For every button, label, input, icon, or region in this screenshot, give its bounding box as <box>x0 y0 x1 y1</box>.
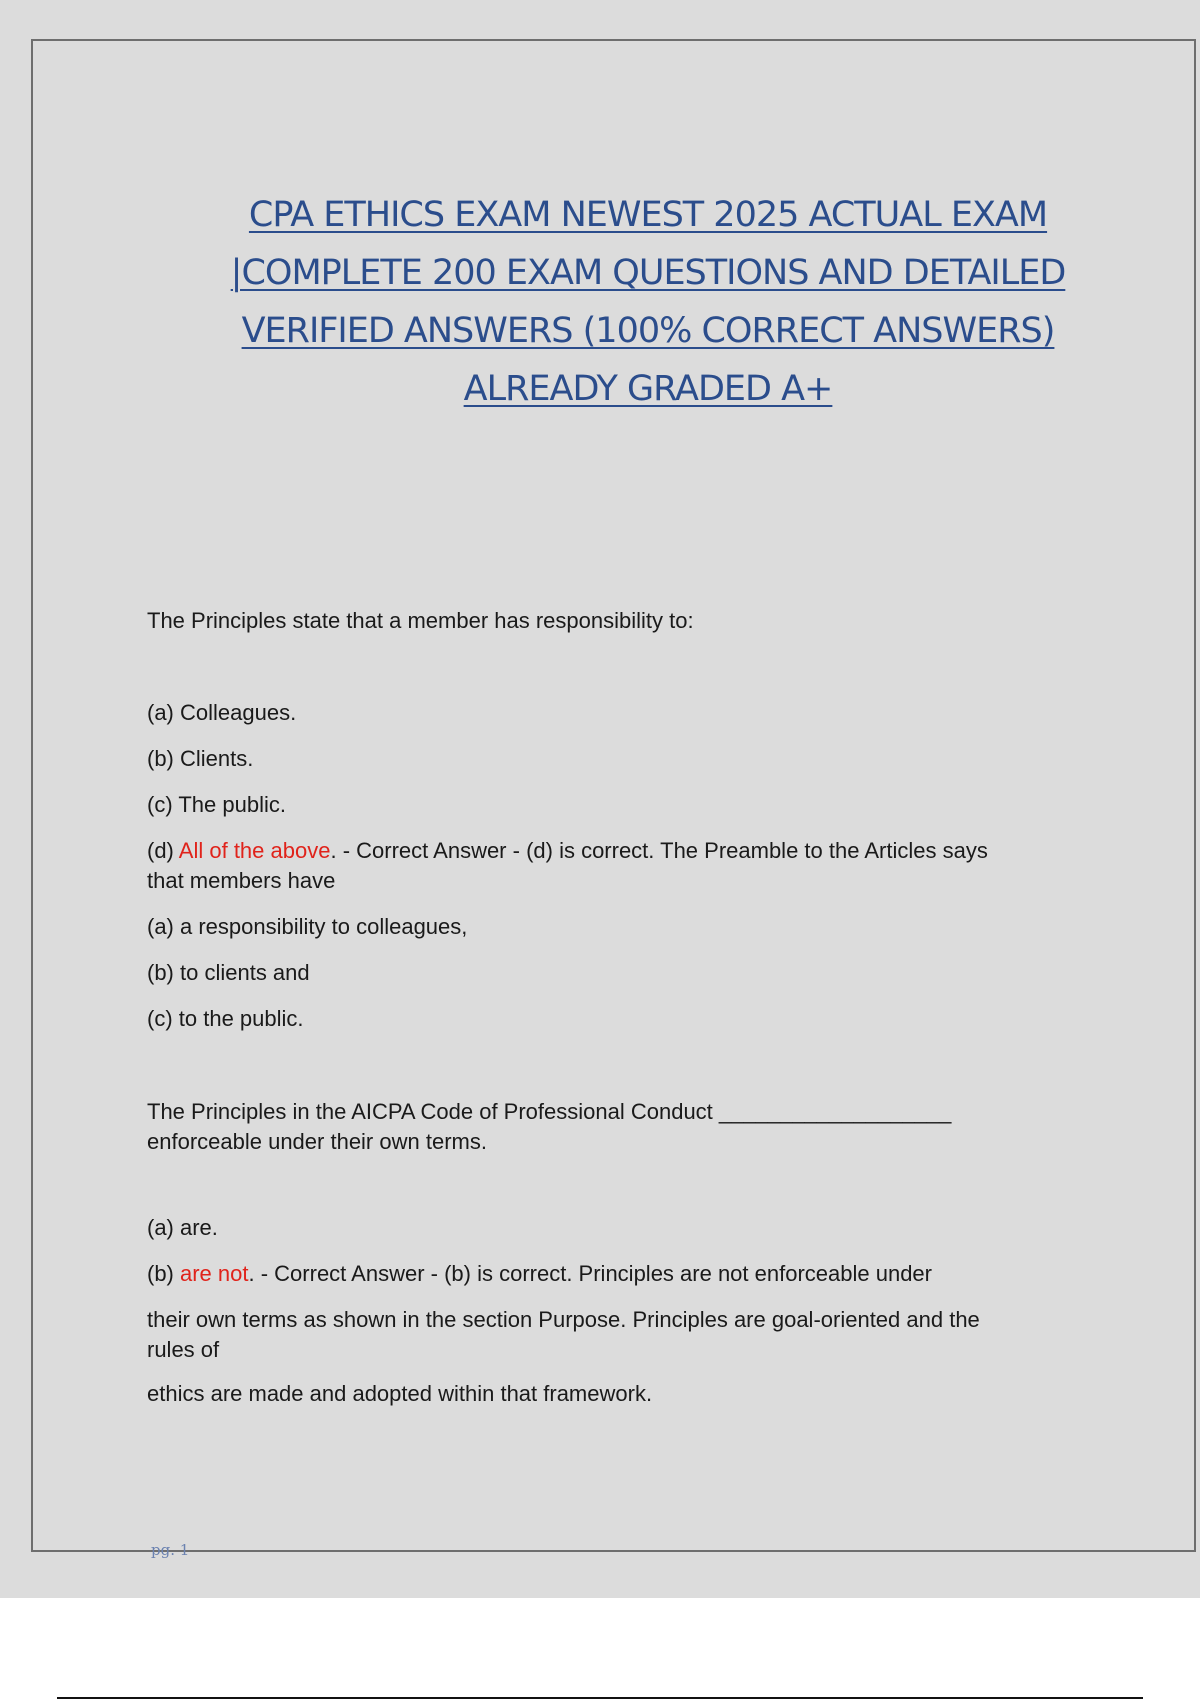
question-1-option-a: (a) Colleagues. <box>147 700 297 725</box>
question-2-text: The Principles in the AICPA Code of Professional Conduct ___________________ <box>147 1099 952 1124</box>
title-line-3: VERIFIED ANSWERS (100% CORRECT ANSWERS) <box>241 311 1055 351</box>
question-2-option-a: (a) are. <box>147 1215 218 1240</box>
title-line-2: |COMPLETE 200 EXAM QUESTIONS AND DETAILED <box>230 253 1066 293</box>
question-2-option-b: (b) are not. - Correct Answer - (b) is correct. Principles are not enforceable under <box>147 1261 932 1286</box>
document-title <box>153 186 1143 418</box>
question-1-explanation-c: (c) to the public. <box>147 1006 304 1031</box>
question-1-option-d-continued: that members have <box>147 868 336 893</box>
correct-answer-highlight: All of the above <box>178 838 331 863</box>
question-2-explanation-line-2: rules of <box>147 1337 220 1362</box>
question-2-text-continued: enforceable under their own terms. <box>147 1129 487 1154</box>
question-1-option-c: (c) The public. <box>147 792 286 817</box>
question-2-explanation-line-1: their own terms as shown in the section Purpose. Principles are goal-oriented and the <box>147 1307 980 1332</box>
question-1-option-b: (b) Clients. <box>147 746 254 771</box>
title-line-1: CPA ETHICS EXAM NEWEST 2025 ACTUAL EXAM <box>248 195 1048 235</box>
page-number: pg. 1 <box>151 1541 190 1559</box>
question-1-option-d: (d) All of the above. - Correct Answer - (d) is correct. The Preamble to the Articles says <box>147 838 988 863</box>
bottom-divider <box>57 1697 1143 1699</box>
question-1-explanation-a: (a) a responsibility to colleagues, <box>147 914 468 939</box>
question-1-text: The Principles state that a member has responsibility to: <box>147 608 694 633</box>
correct-answer-highlight: are not <box>180 1261 249 1286</box>
question-2-explanation-line-3: ethics are made and adopted within that framework. <box>147 1381 653 1406</box>
title-line-4: ALREADY GRADED A+ <box>463 369 833 409</box>
question-1-explanation-b: (b) to clients and <box>147 960 310 985</box>
document-page <box>31 39 1196 1559</box>
